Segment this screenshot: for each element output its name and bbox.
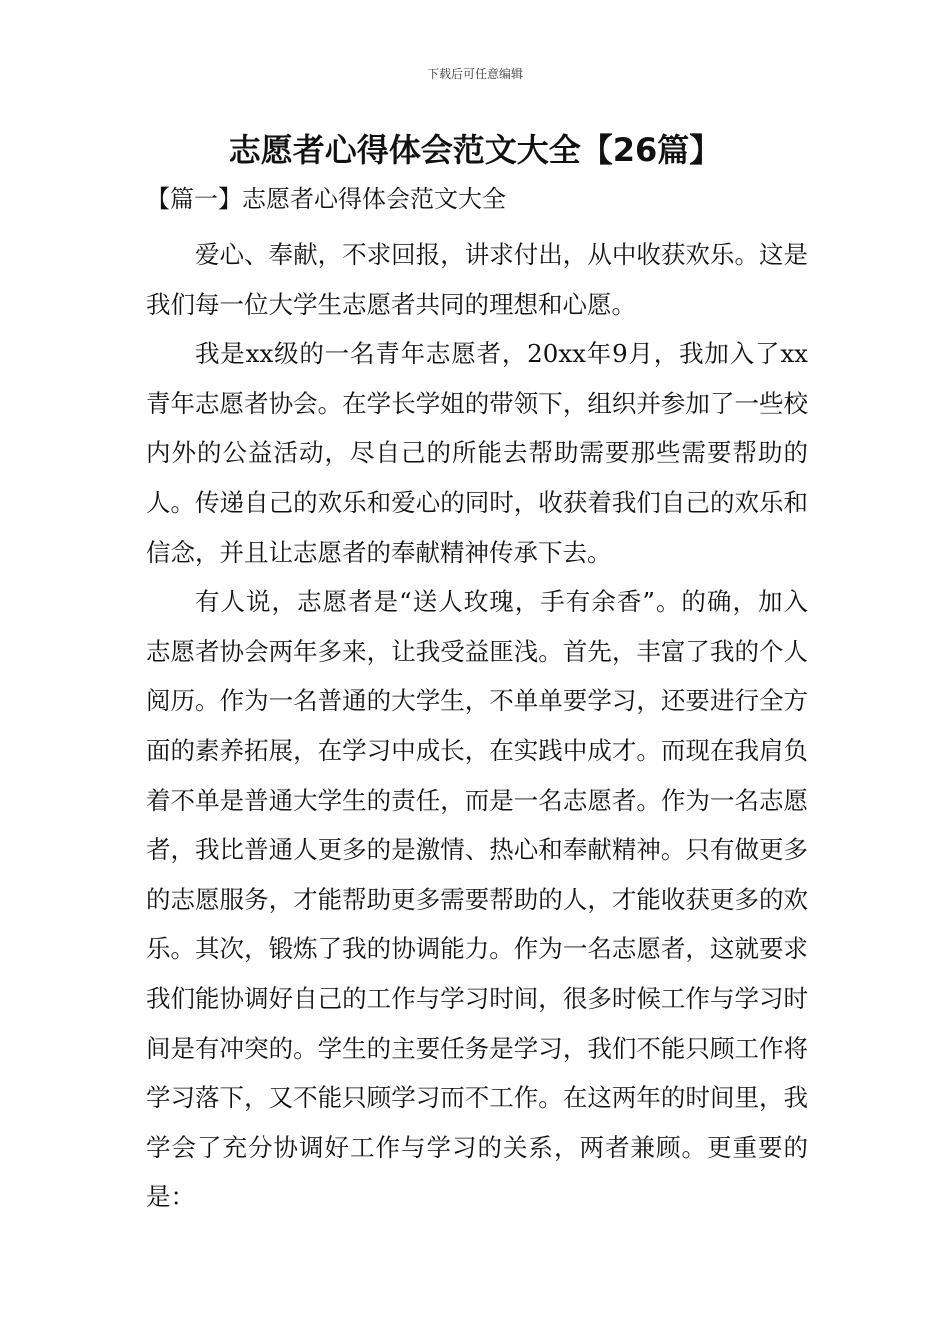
document-title: 志愿者心得体会范文大全【26篇】 bbox=[228, 131, 722, 169]
page-header: 下载后可任意编辑 bbox=[426, 67, 523, 81]
document-body bbox=[146, 230, 808, 1222]
paragraph: 我是xx级的一名青年志愿者，20xx年9月，我加入了xx青年志愿者协会。在学长学姐的带领下，组织并参加了一些校内外的公益活动，尽自己的所能去帮助需要那些需要帮助的人。传递自己的欢乐和爱心的同时，收获着我们自己的欢乐和信念，并且让志愿者的奉献精神传承下去。 bbox=[146, 339, 808, 567]
paragraph: 爱心、奉献，不求回报，讲求付出，从中收获欢乐。这是我们每一位大学生志愿者共同的理想和心愿。 bbox=[146, 240, 808, 319]
section-heading: 【篇一】志愿者心得体会范文大全 bbox=[146, 185, 506, 213]
paragraph: 有人说，志愿者是“送人玫瑰，手有余香”。的确，加入志愿者协会两年多来，让我受益匪浅。首先，丰富了我的个人阅历。作为一名普通的大学生，不单单要学习，还要进行全方面的素养拓展，在学习中成长，在实践中成才。而现在我肩负着不单是普通大学生的责任，而是一名志愿者。作为一名志愿者，我比普通人更多的是激情、热心和奉献精神。只有做更多的志愿服务，才能帮助更多需要帮助的人，才能收获更多的欢乐。其次，锻炼了我的协调能力。作为一名志愿者，这就要求我们能协调好自己的工作与学习时间，很多时候工作与学习时间是有冲突的。学生的主要任务是学习，我们不能只顾工作将学习落下，又不能只顾学习而不工作。在这两年的时间里，我学会了充分协调好工作与学习的关系，两者兼顾。更重要的是： bbox=[146, 587, 808, 1212]
